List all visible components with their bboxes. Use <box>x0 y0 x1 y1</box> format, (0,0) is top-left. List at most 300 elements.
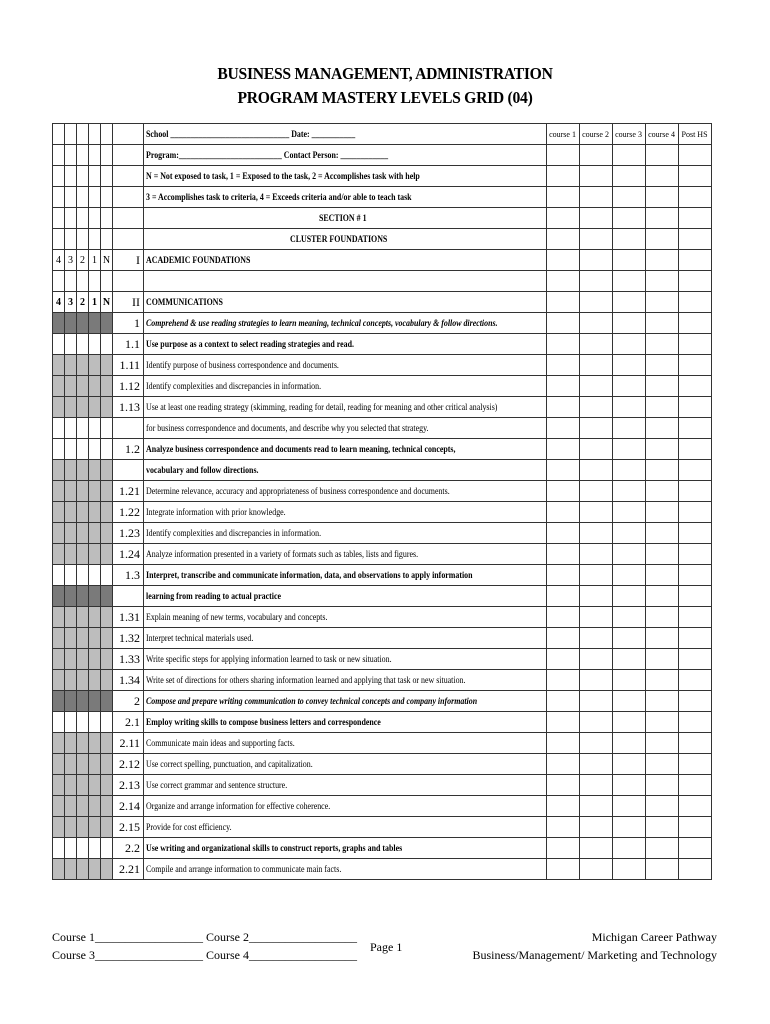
course-cell[interactable] <box>546 859 579 880</box>
course-cell[interactable] <box>579 229 612 250</box>
mastery-level-cell[interactable] <box>101 838 113 859</box>
course-cell[interactable] <box>612 670 645 691</box>
course-header[interactable]: course 3 <box>612 124 645 145</box>
course-cell[interactable] <box>678 523 711 544</box>
course-cell[interactable] <box>678 208 711 229</box>
mastery-level-cell[interactable] <box>89 628 101 649</box>
course-cell[interactable] <box>546 649 579 670</box>
mastery-level-cell[interactable] <box>77 397 89 418</box>
course-cell[interactable] <box>645 481 678 502</box>
course-cell[interactable] <box>579 355 612 376</box>
course-cell[interactable] <box>612 439 645 460</box>
course-cell[interactable] <box>612 691 645 712</box>
course-cell[interactable] <box>678 838 711 859</box>
course-cell[interactable] <box>546 628 579 649</box>
mastery-level-cell[interactable] <box>89 502 101 523</box>
mastery-level-cell[interactable] <box>89 649 101 670</box>
mastery-level-cell[interactable] <box>89 460 101 481</box>
course-cell[interactable] <box>612 250 645 271</box>
mastery-level-cell[interactable] <box>101 628 113 649</box>
course-cell[interactable] <box>579 607 612 628</box>
mastery-level-cell[interactable] <box>65 418 77 439</box>
course-cell[interactable] <box>678 376 711 397</box>
course-cell[interactable] <box>645 502 678 523</box>
mastery-level-cell[interactable] <box>77 796 89 817</box>
course-cell[interactable] <box>579 439 612 460</box>
course-cell[interactable] <box>579 796 612 817</box>
course-cell[interactable] <box>546 712 579 733</box>
course-cell[interactable] <box>645 418 678 439</box>
mastery-level-cell[interactable] <box>89 439 101 460</box>
mastery-level-cell[interactable] <box>53 418 65 439</box>
mastery-level-cell[interactable] <box>77 439 89 460</box>
mastery-level-cell[interactable] <box>77 187 89 208</box>
mastery-level-cell[interactable] <box>53 229 65 250</box>
mastery-level-cell[interactable] <box>53 397 65 418</box>
course-cell[interactable] <box>546 208 579 229</box>
mastery-level-cell[interactable] <box>65 124 77 145</box>
course-cell[interactable] <box>645 187 678 208</box>
course-cell[interactable] <box>678 712 711 733</box>
course-cell[interactable] <box>645 733 678 754</box>
course-cell[interactable] <box>645 670 678 691</box>
mastery-level-cell[interactable] <box>53 607 65 628</box>
course-cell[interactable] <box>546 691 579 712</box>
course-cell[interactable] <box>579 397 612 418</box>
mastery-level-cell[interactable] <box>65 565 77 586</box>
course-cell[interactable] <box>645 355 678 376</box>
mastery-level-cell[interactable]: 4 <box>53 292 65 313</box>
mastery-level-cell[interactable] <box>89 796 101 817</box>
mastery-level-cell[interactable] <box>89 229 101 250</box>
course-cell[interactable] <box>612 544 645 565</box>
course-cell[interactable] <box>546 376 579 397</box>
mastery-level-cell[interactable] <box>89 607 101 628</box>
mastery-level-cell[interactable] <box>89 355 101 376</box>
mastery-level-cell[interactable] <box>65 712 77 733</box>
course-cell[interactable] <box>546 481 579 502</box>
mastery-level-cell[interactable] <box>65 481 77 502</box>
mastery-level-cell[interactable] <box>101 481 113 502</box>
mastery-level-cell[interactable] <box>65 145 77 166</box>
mastery-level-cell[interactable] <box>65 859 77 880</box>
mastery-level-cell[interactable] <box>65 838 77 859</box>
mastery-level-cell[interactable] <box>77 544 89 565</box>
course-cell[interactable] <box>579 565 612 586</box>
course-cell[interactable] <box>645 166 678 187</box>
mastery-level-cell[interactable] <box>89 397 101 418</box>
course-cell[interactable] <box>612 607 645 628</box>
course-cell[interactable] <box>645 565 678 586</box>
course-cell[interactable] <box>612 754 645 775</box>
mastery-level-cell[interactable] <box>53 586 65 607</box>
course-cell[interactable] <box>678 649 711 670</box>
mastery-level-cell[interactable] <box>77 628 89 649</box>
course-cell[interactable] <box>645 649 678 670</box>
mastery-level-cell[interactable] <box>65 439 77 460</box>
course-cell[interactable] <box>678 733 711 754</box>
mastery-level-cell[interactable]: 3 <box>65 250 77 271</box>
course-cell[interactable] <box>678 166 711 187</box>
mastery-level-cell[interactable] <box>101 586 113 607</box>
course-cell[interactable] <box>612 145 645 166</box>
mastery-level-cell[interactable] <box>65 754 77 775</box>
mastery-level-cell[interactable] <box>65 313 77 334</box>
course-cell[interactable] <box>645 691 678 712</box>
course-cell[interactable] <box>579 334 612 355</box>
mastery-level-cell[interactable] <box>101 754 113 775</box>
course-cell[interactable] <box>678 460 711 481</box>
course-cell[interactable] <box>546 229 579 250</box>
course-cell[interactable] <box>612 418 645 439</box>
mastery-level-cell[interactable]: 2 <box>77 292 89 313</box>
course-cell[interactable] <box>645 544 678 565</box>
mastery-level-cell[interactable] <box>101 208 113 229</box>
mastery-level-cell[interactable] <box>89 775 101 796</box>
mastery-level-cell[interactable] <box>53 838 65 859</box>
mastery-level-cell[interactable] <box>65 376 77 397</box>
course-cell[interactable] <box>678 397 711 418</box>
mastery-level-cell[interactable] <box>53 754 65 775</box>
course-cell[interactable] <box>612 292 645 313</box>
mastery-level-cell[interactable] <box>101 460 113 481</box>
course-cell[interactable] <box>645 313 678 334</box>
course-cell[interactable] <box>579 838 612 859</box>
course-cell[interactable] <box>612 775 645 796</box>
course-cell[interactable] <box>612 166 645 187</box>
course-cell[interactable] <box>645 796 678 817</box>
course-cell[interactable] <box>612 565 645 586</box>
course-cell[interactable] <box>579 292 612 313</box>
mastery-level-cell[interactable] <box>77 124 89 145</box>
course-cell[interactable] <box>612 376 645 397</box>
course-cell[interactable] <box>612 313 645 334</box>
mastery-level-cell[interactable] <box>77 649 89 670</box>
course-cell[interactable] <box>579 187 612 208</box>
mastery-level-cell[interactable] <box>77 586 89 607</box>
mastery-level-cell[interactable] <box>89 733 101 754</box>
mastery-level-cell[interactable] <box>65 355 77 376</box>
mastery-level-cell[interactable] <box>53 817 65 838</box>
course-cell[interactable] <box>678 859 711 880</box>
course-cell[interactable] <box>678 439 711 460</box>
course-cell[interactable] <box>579 208 612 229</box>
course-cell[interactable] <box>546 670 579 691</box>
mastery-level-cell[interactable] <box>53 628 65 649</box>
course-cell[interactable] <box>645 229 678 250</box>
mastery-level-cell[interactable] <box>77 502 89 523</box>
mastery-level-cell[interactable] <box>101 544 113 565</box>
mastery-level-cell[interactable] <box>53 670 65 691</box>
course-cell[interactable] <box>546 460 579 481</box>
mastery-level-cell[interactable] <box>101 166 113 187</box>
course-cell[interactable] <box>546 775 579 796</box>
mastery-level-cell[interactable] <box>65 208 77 229</box>
course-cell[interactable] <box>645 292 678 313</box>
course-header[interactable]: course 2 <box>579 124 612 145</box>
mastery-level-cell[interactable] <box>53 859 65 880</box>
mastery-level-cell[interactable] <box>65 502 77 523</box>
mastery-level-cell[interactable] <box>77 691 89 712</box>
mastery-level-cell[interactable] <box>77 208 89 229</box>
course-cell[interactable] <box>612 355 645 376</box>
mastery-level-cell[interactable] <box>89 376 101 397</box>
mastery-level-cell[interactable] <box>53 313 65 334</box>
course-cell[interactable] <box>678 313 711 334</box>
course-cell[interactable] <box>546 166 579 187</box>
mastery-level-cell[interactable] <box>53 691 65 712</box>
course-cell[interactable] <box>678 418 711 439</box>
course-cell[interactable] <box>645 628 678 649</box>
mastery-level-cell[interactable] <box>65 271 77 292</box>
course-cell[interactable] <box>678 187 711 208</box>
course-cell[interactable] <box>678 817 711 838</box>
mastery-level-cell[interactable] <box>77 271 89 292</box>
mastery-level-cell[interactable] <box>89 481 101 502</box>
course-cell[interactable] <box>579 145 612 166</box>
mastery-level-cell[interactable] <box>65 460 77 481</box>
course-cell[interactable] <box>546 607 579 628</box>
mastery-level-cell[interactable] <box>53 712 65 733</box>
mastery-level-cell[interactable] <box>89 124 101 145</box>
mastery-level-cell[interactable] <box>65 607 77 628</box>
course-cell[interactable] <box>645 145 678 166</box>
course-cell[interactable] <box>678 796 711 817</box>
mastery-level-cell[interactable] <box>101 418 113 439</box>
mastery-level-cell[interactable] <box>77 733 89 754</box>
course-cell[interactable] <box>645 838 678 859</box>
course-cell[interactable] <box>645 460 678 481</box>
course-cell[interactable] <box>546 796 579 817</box>
mastery-level-cell[interactable] <box>53 502 65 523</box>
course-cell[interactable] <box>678 628 711 649</box>
course-cell[interactable] <box>645 397 678 418</box>
mastery-level-cell[interactable] <box>53 145 65 166</box>
mastery-level-cell[interactable] <box>89 859 101 880</box>
mastery-level-cell[interactable] <box>65 733 77 754</box>
mastery-level-cell[interactable] <box>53 565 65 586</box>
course-cell[interactable] <box>645 250 678 271</box>
mastery-level-cell[interactable] <box>65 544 77 565</box>
mastery-level-cell[interactable] <box>89 334 101 355</box>
course-cell[interactable] <box>579 481 612 502</box>
mastery-level-cell[interactable] <box>65 523 77 544</box>
mastery-level-cell[interactable] <box>101 733 113 754</box>
mastery-level-cell[interactable] <box>65 187 77 208</box>
mastery-level-cell[interactable] <box>89 754 101 775</box>
course-cell[interactable] <box>579 313 612 334</box>
course-cell[interactable] <box>678 754 711 775</box>
mastery-level-cell[interactable] <box>77 481 89 502</box>
course-cell[interactable] <box>678 670 711 691</box>
mastery-level-cell[interactable] <box>77 607 89 628</box>
course-cell[interactable] <box>546 586 579 607</box>
mastery-level-cell[interactable] <box>53 334 65 355</box>
mastery-level-cell[interactable]: 1 <box>89 292 101 313</box>
mastery-level-cell[interactable] <box>77 670 89 691</box>
mastery-level-cell[interactable] <box>89 691 101 712</box>
mastery-level-cell[interactable] <box>89 271 101 292</box>
mastery-level-cell[interactable]: 3 <box>65 292 77 313</box>
mastery-level-cell[interactable] <box>101 145 113 166</box>
mastery-level-cell[interactable] <box>77 817 89 838</box>
mastery-level-cell[interactable]: N <box>101 250 113 271</box>
mastery-level-cell[interactable] <box>101 817 113 838</box>
mastery-level-cell[interactable] <box>89 187 101 208</box>
mastery-level-cell[interactable] <box>65 796 77 817</box>
course-cell[interactable] <box>579 544 612 565</box>
course-cell[interactable] <box>678 355 711 376</box>
course-cell[interactable] <box>612 586 645 607</box>
course-cell[interactable] <box>579 586 612 607</box>
course-cell[interactable] <box>612 481 645 502</box>
mastery-level-cell[interactable] <box>89 544 101 565</box>
mastery-level-cell[interactable] <box>77 355 89 376</box>
course-cell[interactable] <box>579 691 612 712</box>
mastery-level-cell[interactable] <box>101 523 113 544</box>
course-cell[interactable] <box>546 250 579 271</box>
course-cell[interactable] <box>546 313 579 334</box>
course-header[interactable]: course 1 <box>546 124 579 145</box>
course-cell[interactable] <box>612 502 645 523</box>
mastery-level-cell[interactable] <box>77 859 89 880</box>
mastery-level-cell[interactable] <box>89 565 101 586</box>
course-cell[interactable] <box>579 271 612 292</box>
course-cell[interactable] <box>546 355 579 376</box>
mastery-level-cell[interactable] <box>89 313 101 334</box>
mastery-level-cell[interactable] <box>77 418 89 439</box>
course-cell[interactable] <box>546 502 579 523</box>
course-cell[interactable] <box>546 439 579 460</box>
mastery-level-cell[interactable] <box>77 166 89 187</box>
mastery-level-cell[interactable] <box>101 313 113 334</box>
mastery-level-cell[interactable] <box>77 565 89 586</box>
mastery-level-cell[interactable] <box>77 838 89 859</box>
mastery-level-cell[interactable] <box>53 187 65 208</box>
course-cell[interactable] <box>678 607 711 628</box>
mastery-level-cell[interactable] <box>77 712 89 733</box>
mastery-level-cell[interactable] <box>89 523 101 544</box>
mastery-level-cell[interactable] <box>101 796 113 817</box>
mastery-level-cell[interactable] <box>65 817 77 838</box>
course-cell[interactable] <box>612 796 645 817</box>
course-cell[interactable] <box>579 775 612 796</box>
course-cell[interactable] <box>546 523 579 544</box>
mastery-level-cell[interactable] <box>53 439 65 460</box>
course-cell[interactable] <box>612 187 645 208</box>
course-cell[interactable] <box>546 733 579 754</box>
course-cell[interactable] <box>612 397 645 418</box>
mastery-level-cell[interactable] <box>101 502 113 523</box>
course-cell[interactable] <box>579 712 612 733</box>
mastery-level-cell[interactable] <box>101 859 113 880</box>
mastery-level-cell[interactable] <box>53 523 65 544</box>
course-cell[interactable] <box>579 649 612 670</box>
course-cell[interactable] <box>579 460 612 481</box>
mastery-level-cell[interactable] <box>101 376 113 397</box>
mastery-level-cell[interactable] <box>65 334 77 355</box>
mastery-level-cell[interactable] <box>101 775 113 796</box>
course-cell[interactable] <box>546 397 579 418</box>
mastery-level-cell[interactable] <box>77 376 89 397</box>
course-cell[interactable] <box>612 334 645 355</box>
course-cell[interactable] <box>645 859 678 880</box>
course-cell[interactable] <box>612 460 645 481</box>
mastery-level-cell[interactable] <box>53 208 65 229</box>
mastery-level-cell[interactable] <box>65 670 77 691</box>
mastery-level-cell[interactable] <box>89 145 101 166</box>
course-cell[interactable] <box>579 733 612 754</box>
mastery-level-cell[interactable] <box>101 670 113 691</box>
course-cell[interactable] <box>678 250 711 271</box>
course-cell[interactable] <box>612 208 645 229</box>
course-cell[interactable] <box>579 817 612 838</box>
course-cell[interactable] <box>546 271 579 292</box>
course-cell[interactable] <box>546 145 579 166</box>
course-cell[interactable] <box>678 271 711 292</box>
course-cell[interactable] <box>546 418 579 439</box>
course-cell[interactable] <box>579 670 612 691</box>
course-cell[interactable] <box>612 733 645 754</box>
mastery-level-cell[interactable] <box>77 145 89 166</box>
course-cell[interactable] <box>612 817 645 838</box>
course-cell[interactable] <box>678 292 711 313</box>
course-cell[interactable] <box>546 754 579 775</box>
mastery-level-cell[interactable] <box>101 712 113 733</box>
mastery-level-cell[interactable] <box>101 229 113 250</box>
course-cell[interactable] <box>546 334 579 355</box>
course-cell[interactable] <box>678 334 711 355</box>
mastery-level-cell[interactable] <box>101 355 113 376</box>
course-cell[interactable] <box>612 229 645 250</box>
course-cell[interactable] <box>645 754 678 775</box>
course-cell[interactable] <box>579 166 612 187</box>
mastery-level-cell[interactable] <box>101 439 113 460</box>
course-cell[interactable] <box>579 502 612 523</box>
course-cell[interactable] <box>678 229 711 250</box>
mastery-level-cell[interactable] <box>65 628 77 649</box>
mastery-level-cell[interactable]: N <box>101 292 113 313</box>
mastery-level-cell[interactable]: 4 <box>53 250 65 271</box>
course-cell[interactable] <box>645 376 678 397</box>
mastery-level-cell[interactable] <box>89 670 101 691</box>
mastery-level-cell[interactable] <box>65 166 77 187</box>
mastery-level-cell[interactable] <box>77 313 89 334</box>
mastery-level-cell[interactable] <box>65 691 77 712</box>
course-cell[interactable] <box>546 838 579 859</box>
mastery-level-cell[interactable] <box>101 124 113 145</box>
mastery-level-cell[interactable] <box>77 523 89 544</box>
mastery-level-cell[interactable] <box>101 187 113 208</box>
mastery-level-cell[interactable] <box>65 229 77 250</box>
mastery-level-cell[interactable] <box>89 838 101 859</box>
mastery-level-cell[interactable] <box>53 481 65 502</box>
mastery-level-cell[interactable] <box>53 775 65 796</box>
mastery-level-cell[interactable] <box>65 397 77 418</box>
course-cell[interactable] <box>645 271 678 292</box>
course-cell[interactable] <box>678 481 711 502</box>
mastery-level-cell[interactable] <box>101 691 113 712</box>
course-cell[interactable] <box>645 607 678 628</box>
course-header[interactable]: Post HS <box>678 124 711 145</box>
course-cell[interactable] <box>612 628 645 649</box>
mastery-level-cell[interactable] <box>89 208 101 229</box>
course-cell[interactable] <box>678 565 711 586</box>
course-cell[interactable] <box>645 334 678 355</box>
course-cell[interactable] <box>579 250 612 271</box>
course-cell[interactable] <box>612 859 645 880</box>
mastery-level-cell[interactable] <box>53 355 65 376</box>
